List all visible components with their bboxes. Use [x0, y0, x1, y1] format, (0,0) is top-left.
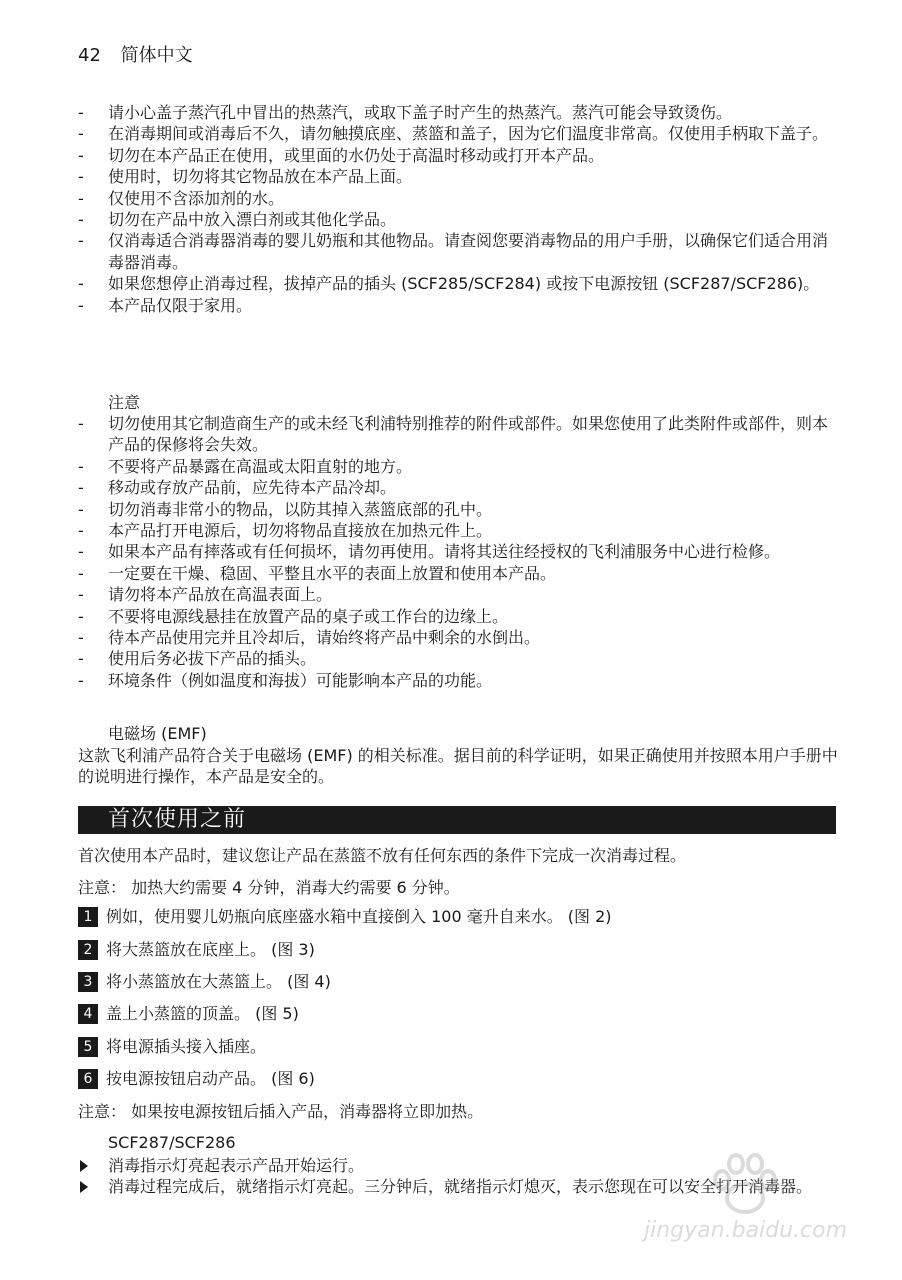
caution-heading: 注意: [108, 393, 141, 412]
list-item: - 切勿在产品中放入漂白剂或其他化学品。: [78, 209, 838, 230]
note-power: 注意： 如果按电源按钮后插入产品，消毒器将立即加热。: [78, 1102, 484, 1121]
list-item: 消毒指示灯亮起表示产品开始运行。: [78, 1155, 838, 1176]
list-item: - 移动或存放产品前，应先待本产品冷却。: [78, 477, 838, 498]
list-item: - 待本产品使用完并且冷却后，请始终将产品中剩余的水倒出。: [78, 627, 838, 648]
list-item: - 如果本产品有摔落或有任何损坏，请勿再使用。请将其送往经授权的飞利浦服务中心进行检修。: [78, 541, 838, 562]
list-item: - 一定要在干燥、稳固、平整且水平的表面上放置和使用本产品。: [78, 563, 838, 584]
list-item: - 如果您想停止消毒过程，拔掉产品的插头 (SCF285/SCF284) 或按下电源按钮 (SCF287/SCF286)。: [78, 273, 838, 294]
list-item: - 在消毒期间或消毒后不久，请勿触摸底座、蒸篮和盖子，因为它们温度非常高。仅使用手柄取下盖子。: [78, 123, 838, 144]
section-title: 首次使用之前: [108, 807, 247, 832]
list-item: - 仅消毒适合消毒器消毒的婴儿奶瓶和其他物品。请查阅您要消毒物品的用户手册，以确保它们适合用消毒器消毒。: [78, 230, 838, 273]
emf-paragraph: 这款飞利浦产品符合关于电磁场 (EMF) 的相关标准。据目前的科学证明，如果正确使用并按照本用户手册中的说明进行操作，本产品是安全的。: [78, 746, 838, 787]
step-number: 2: [78, 940, 98, 960]
watermark: [640, 1150, 860, 1260]
page-header: [78, 44, 193, 68]
step-5: [78, 1036, 838, 1058]
list-item: - 仅使用不含添加剂的水。: [78, 188, 838, 209]
step-text: 按电源按钮启动产品。 (图 6): [106, 1069, 315, 1088]
step-text: 将电源插头接入插座。: [106, 1037, 267, 1056]
list-item: - 切勿使用其它制造商生产的或未经飞利浦特别推荐的附件或部件。如果您使用了此类附件或部件，则本产品的保修将会失效。: [78, 413, 838, 456]
list-item: - 切勿在本产品正在使用，或里面的水仍处于高温时移动或打开本产品。: [78, 145, 838, 166]
warnings-list: [78, 102, 838, 316]
step-number: 5: [78, 1037, 98, 1057]
list-item: - 使用时，切勿将其它物品放在本产品上面。: [78, 166, 838, 187]
step-text: 将大蒸篮放在底座上。 (图 3): [106, 940, 315, 959]
list-item: - 请小心盖子蒸汽孔中冒出的热蒸汽，或取下盖子时产生的热蒸汽。蒸汽可能会导致烫伤。: [78, 102, 838, 123]
list-item: - 环境条件（例如温度和海拔）可能影响本产品的功能。: [78, 670, 838, 691]
step-text: 将小蒸篮放在大蒸篮上。 (图 4): [106, 972, 331, 991]
watermark-text: jingyan.baidu.com: [644, 1218, 848, 1243]
list-item: - 使用后务必拔下产品的插头。: [78, 648, 838, 669]
intro-paragraph: 首次使用本产品时，建议您让产品在蒸篮不放有任何东西的条件下完成一次消毒过程。: [78, 846, 687, 865]
step-6: [78, 1068, 838, 1090]
list-item: 消毒过程完成后，就绪指示灯亮起。三分钟后，就绪指示灯熄灭，表示您现在可以安全打开消毒器。: [78, 1176, 838, 1197]
section-header: [78, 806, 836, 834]
paw-icon: [700, 1150, 790, 1220]
page-title: 简体中文: [120, 45, 193, 66]
list-item: - 请勿将本产品放在高温表面上。: [78, 584, 838, 605]
step-text: 盖上小蒸篮的顶盖。 (图 5): [106, 1004, 299, 1023]
model-heading: SCF287/SCF286: [108, 1133, 236, 1152]
step-3: [78, 971, 838, 993]
step-text: 例如，使用婴儿奶瓶向底座盛水箱中直接倒入 100 毫升自来水。 (图 2): [106, 907, 612, 926]
page-number: 42: [78, 45, 101, 66]
step-1: [78, 906, 838, 928]
list-item: - 本产品仅限于家用。: [78, 295, 838, 316]
step-number: 3: [78, 972, 98, 992]
step-2: [78, 939, 838, 961]
list-item: - 不要将电源线悬挂在放置产品的桌子或工作台的边缘上。: [78, 606, 838, 627]
list-item: - 切勿消毒非常小的物品，以防其掉入蒸篮底部的孔中。: [78, 499, 838, 520]
list-item: - 不要将产品暴露在高温或太阳直射的地方。: [78, 456, 838, 477]
step-4: [78, 1003, 838, 1025]
step-number: 1: [78, 907, 98, 927]
step-number: 6: [78, 1069, 98, 1089]
list-item: - 本产品打开电源后，切勿将物品直接放在加热元件上。: [78, 520, 838, 541]
emf-heading: 电磁场 (EMF): [108, 724, 207, 743]
step-number: 4: [78, 1004, 98, 1024]
caution-list: [78, 413, 838, 691]
note-heating: 注意： 加热大约需要 4 分钟，消毒大约需要 6 分钟。: [78, 878, 460, 897]
